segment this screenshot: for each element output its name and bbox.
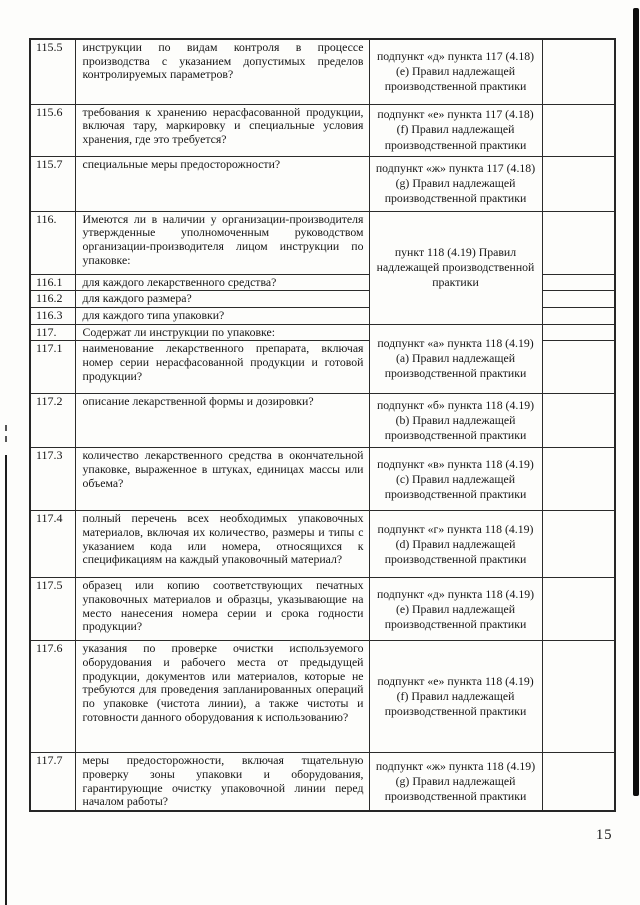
- table-row: [30, 104, 615, 156]
- reference-cell: подпункт «ж» пункта 118 (4.19) (g) Правил надлежащей производственной практики: [369, 753, 542, 811]
- scan-artifact-left-line: [5, 455, 7, 905]
- mark-cell: [542, 448, 615, 511]
- mark-cell: [542, 291, 615, 308]
- row-number: 117.1: [30, 341, 75, 394]
- question-cell: описание лекарственной формы и дозировки?: [75, 394, 369, 448]
- mark-cell: [542, 104, 615, 156]
- mark-cell: [542, 394, 615, 448]
- mark-cell: [542, 156, 615, 211]
- row-number: 117.4: [30, 511, 75, 578]
- mark-cell: [542, 753, 615, 811]
- question-cell: наименование лекарственного препарата, включая номер серии нерасфасованной продукции и готовой продукции?: [75, 341, 369, 394]
- question-cell: для каждого типа упаковки?: [75, 307, 369, 324]
- question-cell: образец или копию соответствующих печатных упаковочных материалов и образцы, указывающие на место нанесения номера серии и срока годности продукции?: [75, 578, 369, 641]
- row-number: 117.3: [30, 448, 75, 511]
- row-number: 115.7: [30, 156, 75, 211]
- table-row: [30, 448, 615, 511]
- mark-cell: [542, 39, 615, 104]
- page-number: 15: [596, 827, 613, 843]
- row-number: 117.5: [30, 578, 75, 641]
- reference-cell: подпункт «б» пункта 118 (4.19) (b) Правил надлежащей производственной практики: [369, 394, 542, 448]
- mark-cell: [542, 641, 615, 753]
- table-row: [30, 641, 615, 753]
- row-number: 116.1: [30, 274, 75, 291]
- question-cell: специальные меры предосторожности?: [75, 156, 369, 211]
- mark-cell: [542, 307, 615, 324]
- table-row: [30, 39, 615, 104]
- row-number: 115.6: [30, 104, 75, 156]
- row-number: 116.2: [30, 291, 75, 308]
- scan-artifact-right-bar: [633, 8, 639, 796]
- question-cell: Имеются ли в наличии у организации-производителя утвержденные уполномоченным руководством организации-производителя лицом инструкции по упаковке:: [75, 211, 369, 274]
- table-row: [30, 578, 615, 641]
- question-cell: инструкции по видам контроля в процессе производства с указанием допустимых пределов контролируемых параметров?: [75, 39, 369, 104]
- mark-cell: [542, 578, 615, 641]
- scan-artifact-left-dash: [5, 425, 7, 447]
- question-cell: для каждого лекарственного средства?: [75, 274, 369, 291]
- row-number: 116.: [30, 211, 75, 274]
- mark-cell: [542, 324, 615, 341]
- mark-cell: [542, 211, 615, 274]
- row-number: 117.: [30, 324, 75, 341]
- gmp-checklist-table: [29, 38, 616, 812]
- mark-cell: [542, 511, 615, 578]
- question-cell: меры предосторожности, включая тщательную проверку зоны упаковки и оборудования, гарантирующие очистку упаковочной линии перед началом работы?: [75, 753, 369, 811]
- reference-cell: подпункт «е» пункта 117 (4.18) (f) Правил надлежащей производственной практики: [369, 104, 542, 156]
- reference-cell: подпункт «е» пункта 118 (4.19) (f) Правил надлежащей производственной практики: [369, 641, 542, 753]
- reference-cell: подпункт «а» пункта 118 (4.19) (a) Правил надлежащей производственной практики: [369, 324, 542, 394]
- question-cell: требования к хранению нерасфасованной продукции, включая тару, маркировку и специальные условия хранения, где это требуется?: [75, 104, 369, 156]
- question-cell: Содержат ли инструкции по упаковке:: [75, 324, 369, 341]
- question-cell: количество лекарственного средства в окончательной упаковке, выраженное в штуках, единицах массы или объема?: [75, 448, 369, 511]
- table-row: [30, 394, 615, 448]
- reference-cell: подпункт «д» пункта 117 (4.18) (e) Правил надлежащей производственной практики: [369, 39, 542, 104]
- row-number: 116.3: [30, 307, 75, 324]
- table-row: [30, 156, 615, 211]
- row-number: 117.6: [30, 641, 75, 753]
- mark-cell: [542, 341, 615, 394]
- reference-cell: подпункт «в» пункта 118 (4.19) (c) Правил надлежащей производственной практики: [369, 448, 542, 511]
- table-row: [30, 753, 615, 811]
- reference-cell: подпункт «ж» пункта 117 (4.18) (g) Правил надлежащей производственной практики: [369, 156, 542, 211]
- table-row: [30, 324, 615, 341]
- table-row: [30, 511, 615, 578]
- question-cell: указания по проверке очистки используемого оборудования и рабочего места от предыдущей продукции, документов или материалов, которые не требуются для проведения запланированных операций по упаковке (чистота линии), а также чистоты и готовности данного оборудования к использованию?: [75, 641, 369, 753]
- reference-cell: пункт 118 (4.19) Правил надлежащей производственной практики: [369, 211, 542, 324]
- question-cell: полный перечень всех необходимых упаковочных материалов, включая их количество, размеры и типы с указанием кода или номера, относящихся к спецификациям на каждый упаковочный материал?: [75, 511, 369, 578]
- reference-cell: подпункт «д» пункта 118 (4.19) (e) Правил надлежащей производственной практики: [369, 578, 542, 641]
- row-number: 117.7: [30, 753, 75, 811]
- row-number: 117.2: [30, 394, 75, 448]
- reference-cell: подпункт «г» пункта 118 (4.19) (d) Правил надлежащей производственной практики: [369, 511, 542, 578]
- mark-cell: [542, 274, 615, 291]
- table-row: [30, 211, 615, 274]
- row-number: 115.5: [30, 39, 75, 104]
- question-cell: для каждого размера?: [75, 291, 369, 308]
